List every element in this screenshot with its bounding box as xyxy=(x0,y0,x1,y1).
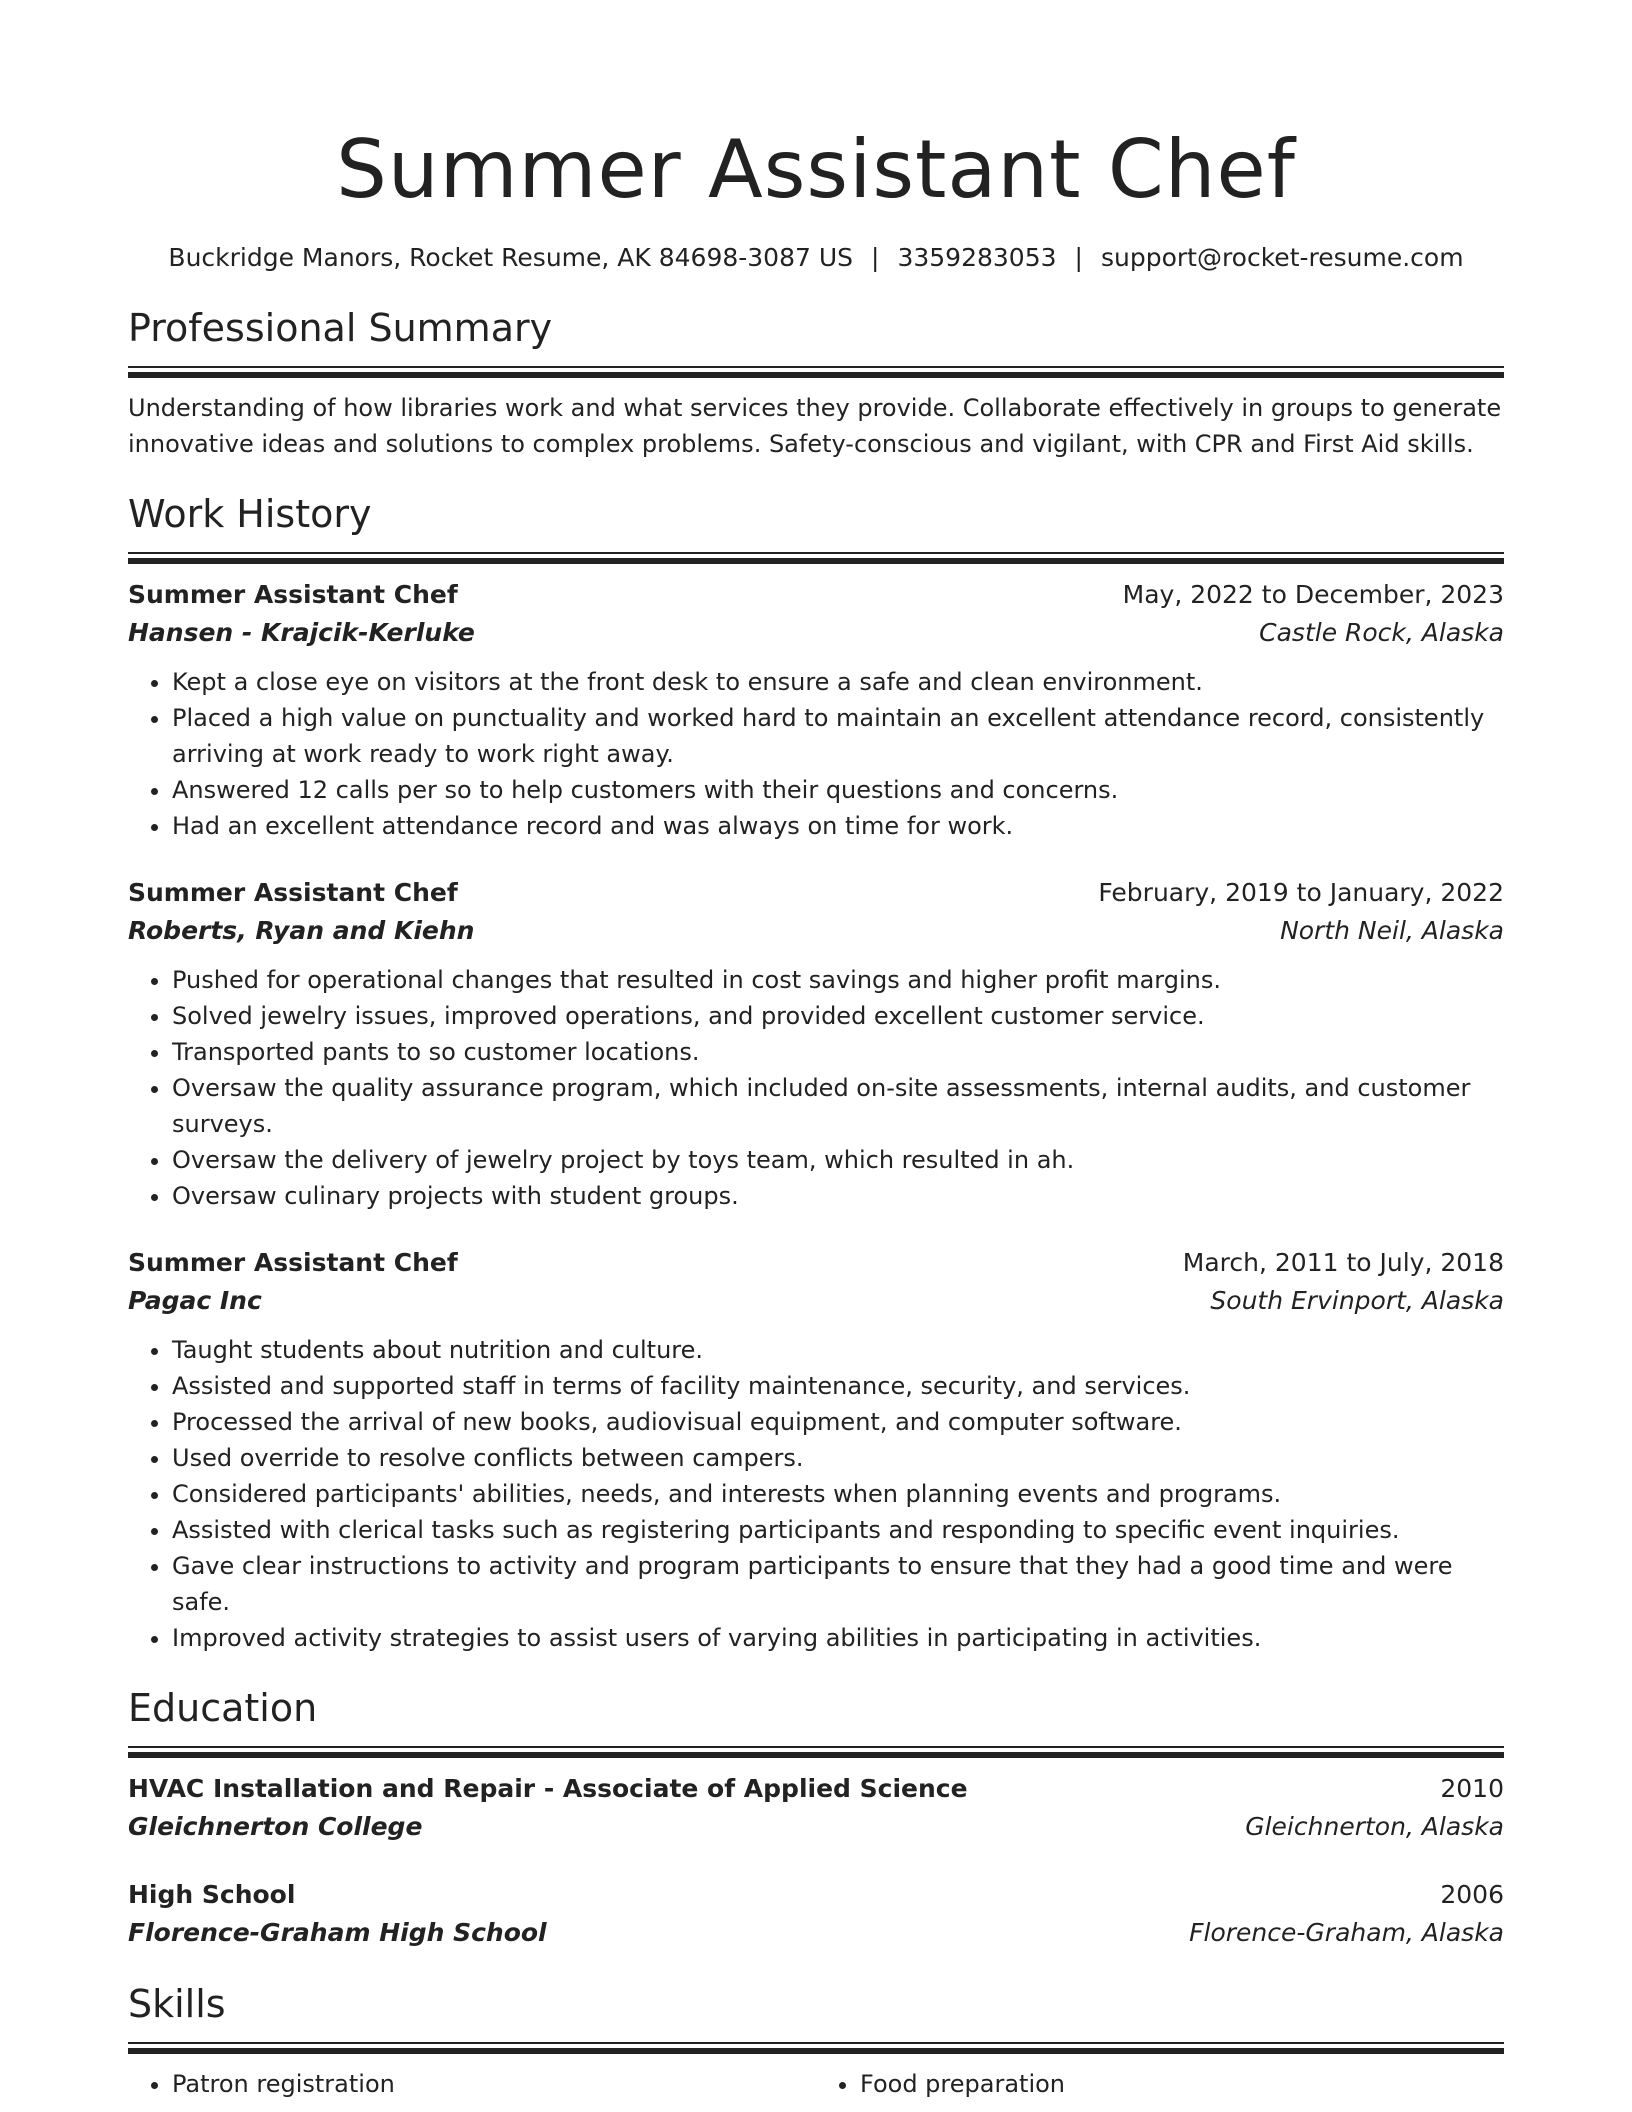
job-company: Roberts, Ryan and Kiehn xyxy=(128,916,475,945)
contact-separator: | xyxy=(1074,243,1083,272)
job-bullets xyxy=(128,1332,1504,1656)
resume-name: Summer Assistant Chef xyxy=(336,123,1296,216)
section-divider xyxy=(128,552,1504,562)
job-dates: February, 2019 to January, 2022 xyxy=(1098,878,1504,907)
education-entry xyxy=(128,1876,1504,1952)
education-location: Gleichnerton, Alaska xyxy=(1245,1812,1504,1841)
section-title-summary: Professional Summary xyxy=(128,306,553,350)
job-bullet: • Oversaw the quality assurance program, which included on-site assessments, internal audits, and customer surveys. xyxy=(172,1070,1504,1142)
section-divider xyxy=(128,2042,1504,2052)
job-entry xyxy=(128,1244,1504,1656)
job-bullets xyxy=(128,962,1504,1214)
job-title: Summer Assistant Chef xyxy=(128,878,458,907)
contact-phone: 3359283053 xyxy=(897,243,1057,272)
education-section xyxy=(128,1684,1504,1952)
job-location: South Ervinport, Alaska xyxy=(1210,1286,1504,1315)
job-bullet: • Oversaw culinary projects with student groups. xyxy=(172,1178,1504,1214)
job-company: Hansen - Krajcik-Kerluke xyxy=(128,618,475,647)
section-title-work-history: Work History xyxy=(128,492,372,536)
job-bullet: • Considered participants' abilities, needs, and interests when planning events and programs. xyxy=(172,1476,1504,1512)
skill-item: • Food preparation xyxy=(860,2066,1504,2102)
education-school: Florence-Graham High School xyxy=(128,1918,547,1947)
job-bullet: • Oversaw the delivery of jewelry project by toys team, which resulted in ah. xyxy=(172,1142,1504,1178)
job-bullet: • Transported pants to so customer locations. xyxy=(172,1034,1504,1070)
skill-item: • Patron registration xyxy=(172,2066,816,2102)
skills-section xyxy=(128,1980,1504,2102)
education-year: 2010 xyxy=(1440,1774,1504,1803)
education-year: 2006 xyxy=(1440,1880,1504,1909)
job-bullet: • Placed a high value on punctuality and worked hard to maintain an excellent attendance record, consistently arriving at work ready to work right away. xyxy=(172,700,1504,772)
resume-page xyxy=(128,0,1504,2102)
job-location: North Neil, Alaska xyxy=(1280,916,1504,945)
skills-column-left xyxy=(128,2066,816,2102)
job-company: Pagac Inc xyxy=(128,1286,262,1315)
job-title: Summer Assistant Chef xyxy=(128,1248,458,1277)
job-bullet: • Taught students about nutrition and culture. xyxy=(172,1332,1504,1368)
job-entry xyxy=(128,874,1504,1214)
job-bullet: • Pushed for operational changes that resulted in cost savings and higher profit margins. xyxy=(172,962,1504,998)
contact-separator: | xyxy=(871,243,880,272)
skills-column-right xyxy=(816,2066,1504,2102)
job-bullet: • Answered 12 calls per so to help customers with their questions and concerns. xyxy=(172,772,1504,808)
job-location: Castle Rock, Alaska xyxy=(1259,618,1504,647)
job-bullet: • Used override to resolve conflicts between campers. xyxy=(172,1440,1504,1476)
contact-email: support@rocket-resume.com xyxy=(1100,243,1464,272)
section-divider xyxy=(128,1746,1504,1756)
section-title-skills: Skills xyxy=(128,1982,226,2026)
education-degree: HVAC Installation and Repair - Associate of Applied Science xyxy=(128,1774,968,1803)
job-entry xyxy=(128,576,1504,844)
contact-line xyxy=(128,240,1504,276)
job-title: Summer Assistant Chef xyxy=(128,580,458,609)
job-bullet: • Improved activity strategies to assist users of varying abilities in participating in activities. xyxy=(172,1620,1504,1656)
job-bullet: • Assisted and supported staff in terms of facility maintenance, security, and services. xyxy=(172,1368,1504,1404)
education-school: Gleichnerton College xyxy=(128,1812,423,1841)
education-location: Florence-Graham, Alaska xyxy=(1189,1918,1504,1947)
job-bullet: • Had an excellent attendance record and was always on time for work. xyxy=(172,808,1504,844)
skills-list xyxy=(128,2066,1504,2102)
work-history-section xyxy=(128,490,1504,1656)
job-bullet: • Kept a close eye on visitors at the front desk to ensure a safe and clean environment. xyxy=(172,664,1504,700)
summary-section xyxy=(128,304,1504,462)
section-title-education: Education xyxy=(128,1686,318,1730)
job-bullets xyxy=(128,664,1504,844)
summary-text: Understanding of how libraries work and what services they provide. Collaborate effectively in groups to generate innovative ideas and solutions to complex problems. Safety-conscious and vigilant, with CPR and First Aid skills. xyxy=(128,394,1502,458)
contact-address: Buckridge Manors, Rocket Resume, AK 84698-3087 US xyxy=(168,243,854,272)
job-bullet: • Solved jewelry issues, improved operations, and provided excellent customer service. xyxy=(172,998,1504,1034)
job-dates: March, 2011 to July, 2018 xyxy=(1182,1248,1504,1277)
job-bullet: • Gave clear instructions to activity and program participants to ensure that they had a good time and were safe. xyxy=(172,1548,1504,1620)
education-degree: High School xyxy=(128,1880,296,1909)
section-divider xyxy=(128,366,1504,376)
job-bullet: • Processed the arrival of new books, audiovisual equipment, and computer software. xyxy=(172,1404,1504,1440)
education-entry xyxy=(128,1770,1504,1846)
job-dates: May, 2022 to December, 2023 xyxy=(1122,580,1504,609)
job-bullet: • Assisted with clerical tasks such as registering participants and responding to specific event inquiries. xyxy=(172,1512,1504,1548)
